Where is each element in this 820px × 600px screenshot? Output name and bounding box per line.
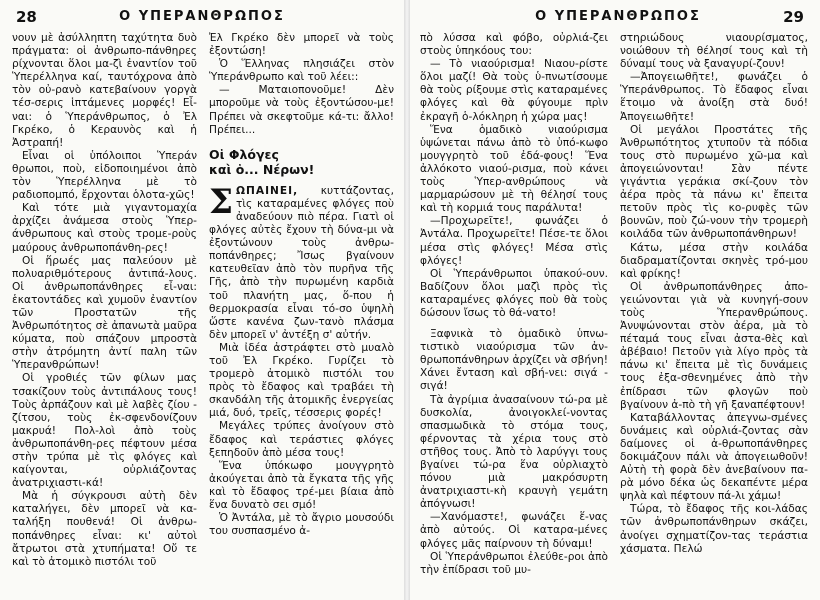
paragraph: Ξαφνικὰ τὸ ὁμαδικὸ ὑπνω-τιστικὸ νιαούρισμα τῶν ἀν-θρωποπάνθηρων ἀρχίζει νὰ σβήνη! Χάνει ἔνταση καὶ σβή-νει: σιγά - σιγά! [420,328,608,393]
paragraph: Οἱ μεγάλοι Προστάτες τῆς Ἀνθρωπότητος χτυποῦν τὰ πόδια τους στὸ πυρωμένο χῶ-μα καὶ ἀπογειώνονται! Σὰν πέντε γιγάντια γεράκια σκί-ζουν τὸν ἀέρα πρὸς τὰ πάνω κι' ἔπειτα πετοῦν πρὸς τὶς κο-ρυφὲς τῶν βουνῶν, ποὺ ζώ-νουν τὴν τρομερὴ κοιλάδα τῶν ἀνθρωποπάνθηρων! [620,123,808,241]
paragraph: Οἱ ἀνθρωποπάνθηρες ἀπο-γειώνονται γιὰ νὰ κυνηγή-σουν τοὺς Ὑπερανθρώπους. Ἀνυψώνονται στὸν ἀέρα, μὰ τὸ πέταμά τους εἶναι ἀστα-θὲς καὶ ἀβέβαιο! Πετοῦν γιὰ λίγο πρὸς τὰ πάνω κι' ἔπειτα μὲ τὶς δυνάμεις τους ἐξα-σθενημένες ἀπὸ τὴν ἐπίδρασι τῶν φλογῶν ποὺ βγαίνουν ἀ-πὸ τὴ γῆ ξαναπέφτουν! [620,280,808,411]
right-page-number: 29 [783,8,804,26]
paragraph: Ἐλ Γκρέκο δὲν μπορεῖ νὰ τοὺς ἐξοντώση! [209,32,394,58]
paragraph: Ἕνα ὁμαδικὸ νιαούρισμα ὑψώνεται πάνω ἀπὸ τὸ ὑπό-κωφο μουγγρητὸ τοῦ ἐδά-φους! Ἕνα ἀλλόκοτο νιαού-ρισμα, ποὺ κάνει τοὺς Ὑπερ-ανθρώπους νὰ μαρμαρώσουν μὲ τὴ θέλησί τους καὶ τὴ κορμιά τους παράλυτα! [420,123,608,215]
right-header-title: Ο ΥΠΕΡΑΝΘΡΩΠΟΣ [535,9,701,24]
section-break [420,320,608,328]
chapter-subheading [209,147,394,177]
paragraph: Καταβάλλοντας ἀπεγνω-σμένες δυνάμεις καὶ οὐρλιά-ζοντας σὰν δαίμονες οἱ ἀ-θρωποπάνθηρες δοκιμάζουν πάλι νὰ ἀπογειωθοῦν! Αὐτὴ τὴ φορὰ δὲν ἀνεβαίνουν πα-ρὰ μόνο δέκα ὡς δεκαπέντε μέρα ψηλὰ καὶ πέφτουν πά-λι χάμω! [620,411,808,503]
paragraph: Μιὰ ἰδέα ἀστράφτει στὸ μυαλὸ τοῦ Ἐλ Γκρέκο. Γυρίζει τὸ τρομερὸ ἀτομικὸ πιστόλι του πρὸς τὸ ἔδαφος καὶ τραβάει τὴ σκανδάλη τῆς ἀτομικῆς ἐνεργείας μιά, δυό, τρεῖς, τέσσερις φορές! [209,341,394,420]
lead-text: κυττάζοντας, τὶς καταραμένες φλόγες ποὺ ἀναδεύουν πιὸ πέρα. Γιατὶ οἱ φλόγες αὐτὲς ἔχουν τὴ δύνα-μι νὰ ἐξοντώνουν τοὺς ἀνθρω-ποπάνθηρες; Ἴσως βγαίνουν κατευθεῖαν ἀπὸ τὸν πυρῆνα τῆς Γῆς, ἀπὸ τὴν πυρωμένη καρδιὰ τοῦ πλανήτη μας, ὅ-που ἡ θερμοκρασία εἶναι τό-σο ὑψηλὴ ὥστε κανένα ζων-τανὸ πλάσμα δὲν μπορεῖ ν' ἀντέξη σ' αὐτήν. [209,184,394,341]
paragraph: Οἱ Ὑπεράνθρωποι ὑπακού-ουν. Βαδίζουν ὅλοι μαζὶ πρὸς τὶς καταραμένες φλόγες ποὺ θὰ τοὺς δώσουν ἴσως τὸ θά-νατο! [420,267,608,319]
subheading-line-1: Οἱ Φλόγες [209,146,279,162]
paragraph: — Ματαιοπονοῦμε! Δὲν μποροῦμε νὰ τοὺς ἐξοντώσου-με! Πρέπει νὰ σκεφτοῦμε κά-τι: ἄλλο! Πρέπει... [209,84,394,136]
paragraph: Τώρα, τὸ ἔδαφος τῆς κοι-λάδας τῶν ἀνθρωποπάνθηρων σκάζει, ἀνοίγει σχηματίζον-τας τεράστια χάσματα. Πελώ [620,503,808,555]
paragraph: Μεγάλες τρύπες ἀνοίγουν στὸ ἔδαφος καὶ τεράστιες φλόγες ξεπηδοῦν ἀπὸ μέσα τους! [209,420,394,459]
lead-paragraph [209,181,394,342]
subheading-line-2: καὶ ὁ... Νέρων! [209,161,315,177]
paragraph: Τὰ ἀγρίμια ἀνασαίνουν τώ-ρα μὲ δυσκολία, ἀνοιγοκλεί-νοντας σπασμωδικὰ τὸ στόμα τους, φέρνοντας τὰ χέρια τους στὸ στῆθος τους. Ἀπὸ τὸ λαρύγγι τους βγαίνει τώ-ρα ἕνα οὐρλιαχτὸ πόνου μιὰ μακρόσυρτη ἀνατριχιαστι-κὴ κραυγὴ γεμάτη ἀπόγνωσι! [420,393,608,511]
left-page-number: 28 [16,8,37,26]
paragraph: Μὰ ἡ σύγκρουσι αὐτὴ δὲν καταλήγει, δὲν μπορεῖ νὰ κα-ταλήξη πουθενά! Οἱ ἀνθρω-ποπάνθηρες εἶναι: κι' αὐτοὶ ἄτρωτοι στὰ χτυπήματα! Οὔ τε καὶ τὸ ἀτομικὸ πιστόλι τοῦ [12,490,197,568]
right-page [410,0,820,600]
left-page [0,0,404,600]
left-column-1 [12,32,197,598]
right-columns [420,32,808,598]
right-column-2 [620,32,808,598]
paragraph: Ὁ Ἀντάλα, μὲ τὸ ἄγριο μουσούδι του συσπασμένο ἀ- [209,512,394,538]
left-header-title: Ο ΥΠΕΡΑΝΘΡΩΠΟΣ [119,9,285,24]
paragraph: στηριώδους νιαουρίσματος, νοιώθουν τὴ θέλησί τους καὶ τὴ δύναμί τους νὰ ξαναγυρί-ζουν! [620,32,808,71]
paragraph: Εἶναι οἱ ὑπόλοιποι Ὑπεράν θρωποι, ποὺ, εἰδοποιημένοι ἀπὸ τὸν Ὑπερέλληνα μὲ τὸ ραδιοπομπό, ἔρχονται ὁλοτα-χῶς! [12,149,197,202]
left-running-header [0,8,404,30]
paragraph: Ἕνα ὑπόκωφο μουγγρητὸ ἀκούγεται ἀπὸ τὰ ἔγκατα τῆς γῆς καὶ τὸ ἔδαφος τρέ-μει βίαια ἀπὸ ἕνα δυνατὸ σει σμό! [209,459,394,511]
paragraph: πὸ λύσσα καὶ φόβο, οὐρλιά-ζει στοὺς ὑπηκόους του: [420,32,608,58]
right-running-header [410,8,820,30]
drop-cap: Σ [209,181,234,222]
left-column-2 [209,32,394,598]
paragraph: Καὶ τότε μιὰ γιγαντομαχία ἀρχίζει ἀνάμεσα στοὺς Ὑπερ-άνθρωπους καὶ στοὺς τρομε-ροὺς μαύρους ἀνθρωποπάνθη-ρες! [12,202,197,254]
paragraph: —Ἀπογειωθῆτε!, φωνάζει ὁ Ὑπεράνθρωπος. Τὸ ἔδαφος εἶναι ἕτοιμο νὰ ἀνοίξη στὰ δυό! Ἀπογειωθῆτε! [620,71,808,123]
right-column-1 [420,32,608,598]
paragraph: Οἱ ἥρωές μας παλεύουν μὲ πολυαριθμότερους ἀντιπά-λους. Οἱ ἀνθρωποπάνθηρες εἶ-ναι: ἑκατοντάδες καὶ χυμοῦν ἐναντίον τῶν Προστατῶν τῆς Ἀνθρωπότητος σὲ ἀπανωτὰ μαῦρα κύματα, ποὺ σπάζουν μπροστὰ στὴν ἀτρόμητη ἀντί παλη τῶν Ὑπερανθρώπων! [12,254,197,372]
paragraph: Κάτω, μέσα στὴν κοιλάδα διαδραματίζονται σκηνὲς τρό-μου καὶ φρίκης! [620,241,808,280]
paragraph: —Χανόμαστε!, φωνάζει ἕ-νας ἀπὸ αὐτούς. Οἱ καταρα-μένες φλόγες μᾶς παίρνουν τὴ δύναμι! [420,511,608,550]
paragraph: Οἱ Ὑπεράνθρωποι ἐλεύθε-ροι ἀπὸ τὴν ἐπίδρασι τοῦ μυ- [420,550,608,576]
paragraph: Οἱ γροθιές τῶν φίλων μας τσακίζουν τοὺς ἀντιπάλους τους! Τοὺς ἀρπάζουν καὶ μὲ λαβὲς ζίου - ζίτσου, τοὺς ἐκ-σφενδονίζουν μακρυά! Πολ-λοὶ ἀπὸ τοὺς ἀνθρωποπάνθη-ρες πέφτουν μέσα στὴν τρύπα μὲ τὶς φλόγες καὶ καίγονται, οὐρλιάζοντας ἀνατριχιαστι-κά! [12,372,197,490]
paragraph: Ὁ Ἕλληνας πλησιάζει στὸν Ὑπεράνθρωπο καὶ τοῦ λέει:: [209,58,394,84]
left-columns [12,32,394,598]
paragraph: — Τὸ νιαούρισμα! Νιαου-ρίστε ὅλοι μαζί! Θὰ τοὺς ὑ-πνωτίσουμε θὰ τοὺς ρίξουμε στὶς καταραμένες φλόγες καὶ θὰ φύγουμε πρὶν ἐκραγῆ ὁ-λόκληρη ἡ χώρα μας! [420,58,608,123]
lead-word: ΩΠΑΙΝΕΙ, [236,184,299,197]
paragraph: νουν μὲ ἀσύλληπτη ταχύτητα δυὸ πράγματα: οἱ ἀνθρωπο-πάνθηρες ρίχνονται ὅλοι μα-ζὶ ἐναντίον τοῦ Ὑπερέλληνα καί, ταυτόχρονα ἀπὸ τὸν οὐ-ρανὸ κατεβαίνουν γοργὰ τέσ-σερις ἱπτάμενες μορφές! Εἶ-ναι: ὁ Ὑπεράνθρωπος, ὁ Ἐλ Γκρέκο, ὁ Κεραυνὸς καὶ ἡ Ἀστραπή! [12,32,197,149]
paragraph: —Προχωρεῖτε!, φωνάζει ὁ Ἀντάλα. Προχωρεῖτε! Πέσε-τε ὅλοι μέσα στὶς φλόγες! Μέσα στὶς φλόγες! [420,215,608,267]
